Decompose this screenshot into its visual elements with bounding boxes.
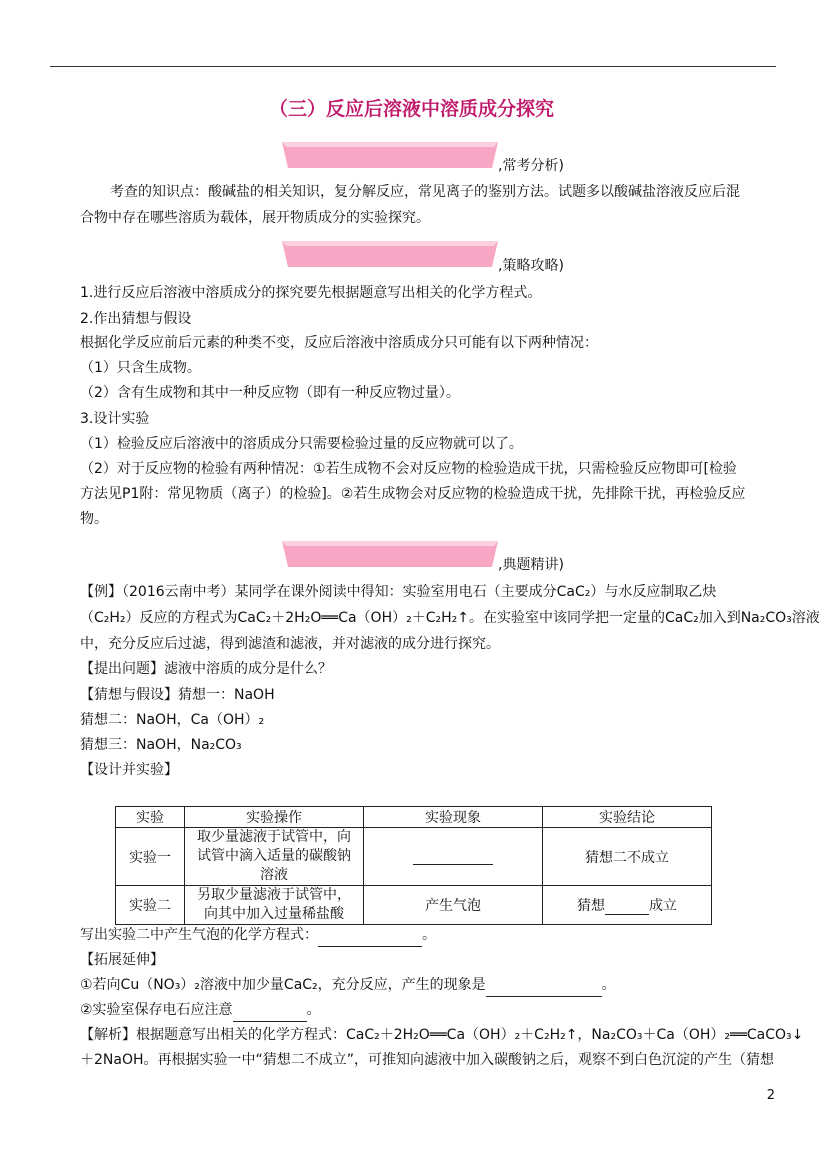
period: 。 bbox=[306, 1002, 321, 1018]
table-header: 实验操作 bbox=[185, 807, 364, 828]
analysis-solution-line-1: 【解析】根据题意写出相关的化学方程式：CaC₂＋2H₂O══Ca（OH）₂＋C₂H₂↑，Na₂CO₃＋Ca（OH）₂══CaCO₃↓ bbox=[80, 1027, 804, 1043]
banner-label-1: ,常考分析) bbox=[498, 158, 564, 174]
banner-label-2: ,策略攻略) bbox=[498, 258, 564, 274]
operation-text: 取少量滤液于试管中，向 bbox=[197, 829, 351, 845]
strategy-line-9: 方法见P1附：常见物质（离子）的检验]。②若生成物会对反应物的检验造成干扰，先排除干扰，再检验反应 bbox=[80, 486, 746, 502]
example-line-2: （C₂H₂）反应的方程式为CaC₂＋2H₂O══Ca（OH）₂＋C₂H₂↑。在实验室中该同学把一定量的CaC₂加入到Na₂CO₃溶液 bbox=[80, 610, 820, 626]
row-name: 实验一 bbox=[116, 828, 185, 886]
phenomenon-cell: 产生气泡 bbox=[364, 886, 543, 925]
example-line-1: 【例】（2016云南中考）某同学在课外阅读中得知：实验室用电石（主要成分CaC₂）与水反应制取乙炔 bbox=[80, 584, 717, 600]
row-name: 实验二 bbox=[116, 886, 185, 925]
extension-text: ①若向Cu（NO₃）₂溶液中加少量CaC₂，充分反应，产生的现象是 bbox=[80, 977, 486, 993]
conclusion-cell bbox=[543, 886, 712, 925]
table-header-row bbox=[116, 807, 712, 828]
table-row bbox=[116, 886, 712, 925]
question-line: 【提出问题】滤液中溶质的成分是什么？ bbox=[80, 661, 332, 677]
operation-text: 向其中加入过量稀盐酸 bbox=[204, 906, 344, 922]
analysis-line-2: 合物中存在哪些溶质为载体，展开物质成分的实验探究。 bbox=[80, 210, 430, 226]
period: 。 bbox=[422, 927, 436, 943]
operation-cell bbox=[185, 886, 364, 925]
strategy-line-10: 物。 bbox=[80, 511, 108, 527]
example-line-3: 中，充分反应后过滤，得到滤渣和滤液，并对滤液的成分进行探究。 bbox=[80, 636, 500, 652]
conclusion-cell: 猜想二不成立 bbox=[543, 828, 712, 886]
experiment-table bbox=[115, 806, 712, 925]
conclusion-suffix: 成立 bbox=[649, 898, 677, 914]
strategy-line-8: （2）对于反应物的检验有两种情况：①若生成物不会对反应物的检验造成干扰，只需检验反应物即可[检验 bbox=[80, 461, 737, 477]
strategy-line-4: （1）只含生成物。 bbox=[80, 360, 201, 376]
operation-text: 另取少量滤液于试管中， bbox=[197, 887, 351, 903]
strategy-heading-2: 2.作出猜想与假设 bbox=[80, 311, 192, 327]
table-header: 实验结论 bbox=[543, 807, 712, 828]
extension-item-1 bbox=[80, 973, 776, 997]
extension-heading: 【拓展延伸】 bbox=[80, 952, 164, 968]
table-header: 实验 bbox=[116, 807, 185, 828]
operation-cell bbox=[185, 828, 364, 886]
strategy-item-1: 1.进行反应后溶液中溶质成分的探究要先根据题意写出相关的化学方程式。 bbox=[80, 285, 542, 301]
header-rule bbox=[50, 66, 776, 67]
operation-text: 溶液 bbox=[260, 867, 288, 883]
extension-text: ②实验室保存电石应注意 bbox=[80, 1002, 233, 1018]
answer-blank[interactable] bbox=[605, 898, 649, 915]
banner-ribbon-2 bbox=[282, 241, 498, 267]
banner-ribbon-3 bbox=[282, 541, 498, 567]
hypothesis-2: 猜想二：NaOH，Ca（OH）₂ bbox=[80, 712, 265, 728]
extension-item-2 bbox=[80, 998, 776, 1022]
answer-blank[interactable] bbox=[486, 980, 602, 997]
page-number: 2 bbox=[766, 1088, 775, 1103]
analysis-line-1: 考查的知识点：酸碱盐的相关知识，复分解反应，常见离子的鉴别方法。试题多以酸碱盐溶液反应后混 bbox=[110, 184, 740, 200]
operation-text: 试管中滴入适量的碳酸钠 bbox=[197, 848, 351, 864]
phenomenon-cell bbox=[364, 828, 543, 886]
hypothesis-3: 猜想三：NaOH，Na₂CO₃ bbox=[80, 737, 242, 753]
answer-blank[interactable] bbox=[413, 848, 493, 865]
table-row bbox=[116, 828, 712, 886]
analysis-solution-line-2: ＋2NaOH。再根据实验一中“猜想二不成立”，可推知向滤液中加入碳酸钠之后，观察不到白色沉淀的产生（猜想 bbox=[80, 1052, 775, 1068]
table-header: 实验现象 bbox=[364, 807, 543, 828]
strategy-line-7: （1）检验反应后溶液中的溶质成分只需要检验过量的反应物就可以了。 bbox=[80, 436, 523, 452]
answer-blank[interactable] bbox=[233, 1005, 307, 1022]
strategy-line-3: 根据化学反应前后元素的种类不变，反应后溶液中溶质成分只可能有以下两种情况： bbox=[80, 335, 598, 351]
conclusion-prefix: 猜想 bbox=[577, 898, 605, 914]
period: 。 bbox=[601, 977, 616, 993]
strategy-line-5: （2）含有生成物和其中一种反应物（即有一种反应物过量）。 bbox=[80, 385, 460, 401]
banner-ribbon-1 bbox=[282, 142, 498, 168]
section-title: （三）反应后溶液中溶质成分探究 bbox=[268, 98, 554, 120]
design-heading: 【设计并实验】 bbox=[80, 762, 178, 778]
answer-blank[interactable] bbox=[318, 930, 422, 947]
hypothesis-1: 【猜想与假设】猜想一：NaOH bbox=[80, 687, 275, 703]
banner-label-3: ,典题精讲) bbox=[498, 557, 564, 573]
strategy-heading-3: 3.设计实验 bbox=[80, 411, 150, 427]
equation-prompt-text: 写出实验二中产生气泡的化学方程式： bbox=[80, 927, 318, 943]
equation-prompt bbox=[80, 923, 776, 947]
